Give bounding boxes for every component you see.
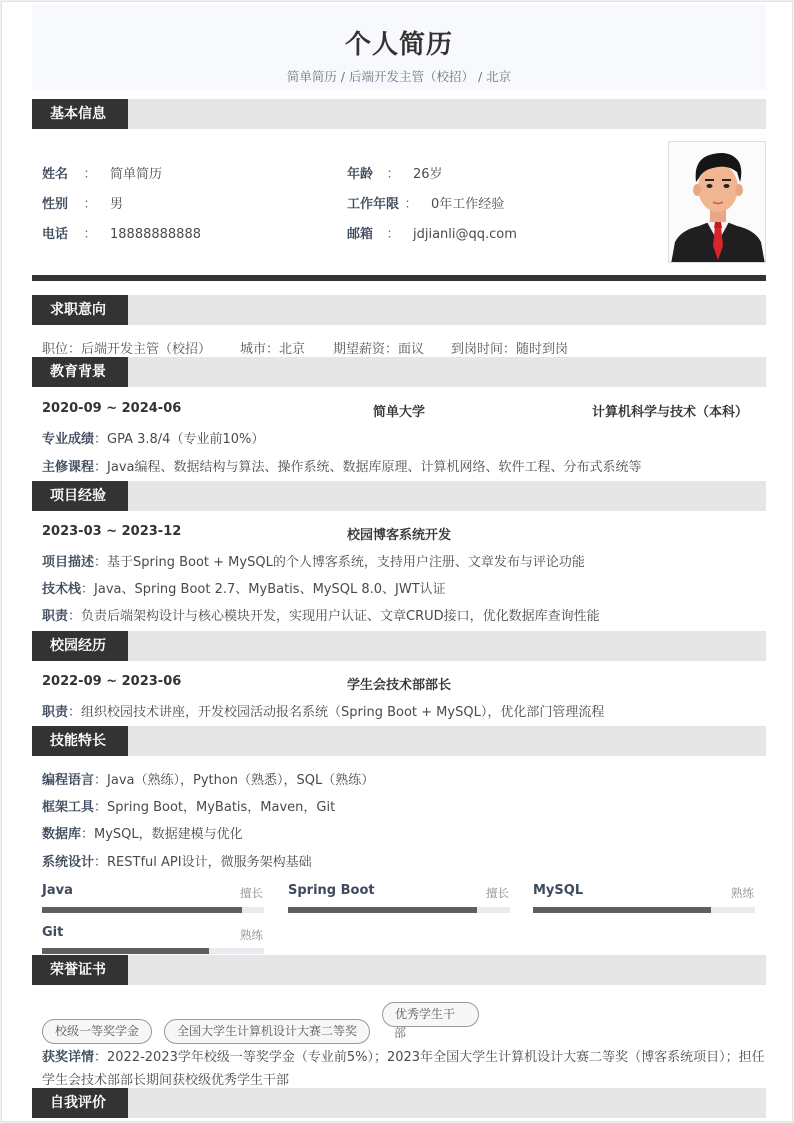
honors-detail: 获奖详情：2022-2023学年校级一等奖学金（专业前5%）；2023年全国大学生计算机设计大赛二等奖（博客系统项目）；担任 <box>42 1050 765 1065</box>
education-period: 2020-09 ~ 2024-06 <box>42 401 182 416</box>
section-header-basic <box>32 99 766 129</box>
section-title: 校园经历 <box>32 631 128 661</box>
education-courses: 主修课程：Java编程、数据结构与算法、操作系统、数据库原理、计算机网络、软件工程、分布式系统等 <box>42 460 642 475</box>
skill-bar-name: MySQL <box>533 883 584 898</box>
honor-tag: 校级一等奖学金 <box>42 1019 152 1044</box>
skill-line-frameworks: 框架工具：Spring Boot，MyBatis，Maven，Git <box>42 800 336 815</box>
section-title: 荣誉证书 <box>32 955 128 985</box>
section-title: 基本信息 <box>32 99 128 129</box>
skill-bar-level: 熟练 <box>731 886 754 900</box>
section-title: 求职意向 <box>32 295 128 325</box>
skill-progress-bar <box>533 907 755 913</box>
skill-bar-name: Spring Boot <box>288 883 375 898</box>
skill-line-design: 系统设计：RESTful API设计，微服务架构基础 <box>42 855 312 870</box>
campus-period: 2022-09 ~ 2023-06 <box>42 674 182 689</box>
skill-line-languages: 编程语言：Java（熟练），Python（熟悉），SQL（熟练） <box>42 773 375 788</box>
skill-bar-name: Git <box>42 925 64 940</box>
section-header-honors <box>32 955 766 985</box>
section-header-projects <box>32 481 766 511</box>
honor-tag: 全国大学生计算机设计大赛二等奖 <box>164 1019 370 1044</box>
section-divider <box>32 275 766 281</box>
page-subtitle: 简单简历 / 后端开发主管（校招） / 北京 <box>286 69 512 84</box>
intent-city: 城市：北京 <box>240 342 306 357</box>
education-major: 计算机科学与技术（本科） <box>591 405 748 420</box>
info-gender: 性别 ： 男 <box>42 197 124 212</box>
skill-progress-fill <box>42 948 209 954</box>
skill-progress-bar <box>288 907 510 913</box>
avatar-illustration-icon <box>669 142 766 263</box>
education-gpa: 专业成绩：GPA 3.8/4（专业前10%） <box>42 432 265 447</box>
resume-page <box>1 1 793 1122</box>
info-email: 邮箱 ： jdjianli@qq.com <box>347 227 517 242</box>
section-title: 自我评价 <box>32 1088 128 1118</box>
education-school: 简单大学 <box>373 405 426 420</box>
skill-bar-level: 熟练 <box>240 928 263 942</box>
intent-arrival: 到岗时间：随时到岗 <box>451 342 569 357</box>
section-header-self-eval <box>32 1088 766 1118</box>
info-phone: 电话 ： 18888888888 <box>42 227 201 242</box>
skill-progress-fill <box>42 907 242 913</box>
section-title: 项目经验 <box>32 481 128 511</box>
campus-role: 学生会技术部部长 <box>347 678 452 693</box>
intent-salary: 期望薪资：面议 <box>333 342 425 357</box>
info-work-years: 工作年限 ： 0年工作经验 <box>347 197 505 212</box>
honor-tag: 优秀学生干 <box>382 1002 479 1027</box>
section-title: 教育背景 <box>32 357 128 387</box>
section-header-skills <box>32 726 766 756</box>
skill-progress-bar <box>42 907 264 913</box>
info-name: 姓名 ： 简单简历 <box>42 167 163 182</box>
honor-tag-overflow: 部 <box>394 1026 407 1040</box>
page-title: 个人简历 <box>344 30 453 60</box>
project-duty: 职责：负责后端架构设计与核心模块开发，实现用户认证、文章CRUD接口，优化数据库查询性能 <box>42 609 600 624</box>
section-header-education <box>32 357 766 387</box>
campus-duty: 职责：组织校园技术讲座，开发校园活动报名系统（Spring Boot + MySQL），优化部门管理流程 <box>42 705 605 720</box>
skill-progress-fill <box>533 907 711 913</box>
project-period: 2023-03 ~ 2023-12 <box>42 524 182 539</box>
skill-progress-fill <box>288 907 477 913</box>
avatar-photo <box>668 141 766 263</box>
resume-header <box>32 4 766 90</box>
project-description: 项目描述：基于Spring Boot + MySQL的个人博客系统，支持用户注册、文章发布与评论功能 <box>42 555 585 570</box>
section-header-intent <box>32 295 766 325</box>
section-title: 技能特长 <box>32 726 128 756</box>
project-stack: 技术栈：Java、Spring Boot 2.7、MyBatis、MySQL 8.0、JWT认证 <box>42 582 446 597</box>
skill-bar-level: 擅长 <box>240 886 263 900</box>
skill-bar-name: Java <box>42 883 73 898</box>
skill-line-database: 数据库：MySQL，数据建模与优化 <box>42 827 243 842</box>
project-name: 校园博客系统开发 <box>347 528 452 543</box>
skill-progress-bar <box>42 948 264 954</box>
info-age: 年龄 ： 26岁 <box>347 167 443 182</box>
intent-position: 职位：后端开发主管（校招） <box>42 342 212 357</box>
honors-detail-cont: 学生会技术部部长期间获校级优秀学生干部 <box>42 1073 290 1088</box>
skill-bar-level: 擅长 <box>486 886 509 900</box>
section-header-campus <box>32 631 766 661</box>
